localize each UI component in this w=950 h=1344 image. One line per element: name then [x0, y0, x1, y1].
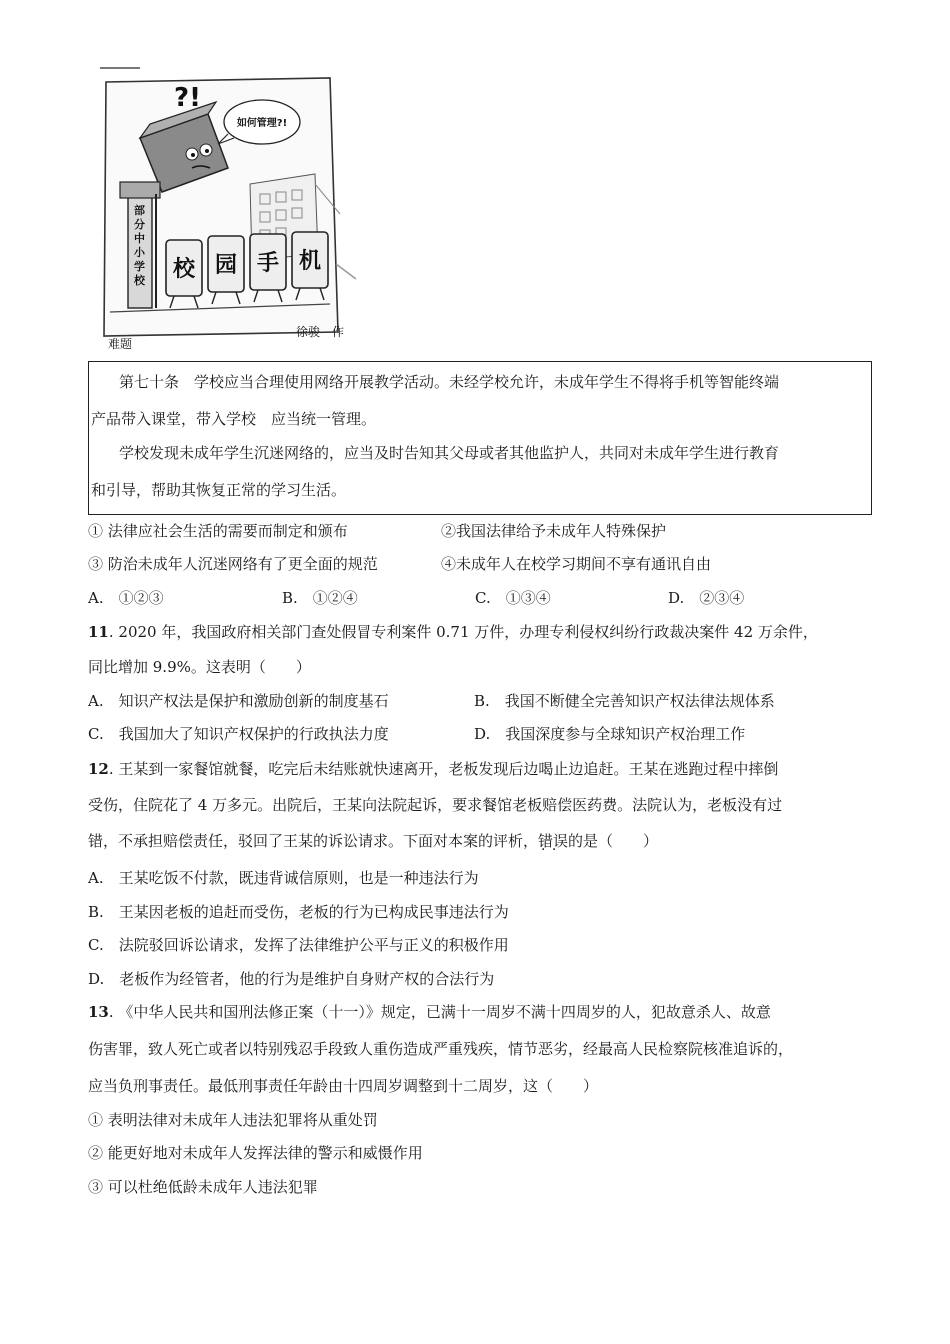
q12-stem-text-1: . 王某到一家餐馆就餐，吃完后未结账就快速离开，老板发现后边喝止边追赶。王某在逃跑过程中摔倒 — [108, 760, 779, 778]
q12-option-b[interactable]: B. 王某因老板的追赶而受伤，老板的行为已构成民事违法行为 — [88, 903, 509, 921]
sign-text: 部分中小学校 — [134, 204, 145, 287]
q11-stem-line-1 — [88, 621, 818, 642]
q12-option-d[interactable]: D. 老板作为经管者，他的行为是维护自身财产权的合法行为 — [88, 970, 495, 988]
q13-number: 13 — [88, 1003, 109, 1021]
law-article-box — [88, 361, 872, 515]
q10-option-b[interactable]: B. ①②④ — [282, 589, 358, 607]
phone-char-2: 园 — [214, 253, 238, 278]
q11-number: 11 — [88, 623, 109, 641]
q11-option-a[interactable]: A. 知识产权法是保护和激励创新的制度基石 — [88, 692, 389, 710]
q11-option-c[interactable]: C. 我国加大了知识产权保护的行政执法力度 — [88, 725, 389, 743]
q12-option-a[interactable]: A. 王某吃饭不付款，既违背诚信原则，也是一种违法行为 — [88, 869, 479, 887]
q12-stem-text-3a: 错，不承担赔偿责任，驳回了王某的诉讼请求。下面对本案的评析， — [88, 832, 539, 850]
q11-stem-text-1: . 2020 年，我国政府相关部门查处假冒专利案件 0.71 万件，办理专利侵权纠纷行政裁决案件 42 万余件， — [108, 623, 818, 641]
cartoon-caption-right: 徐骏 作 — [296, 325, 345, 339]
article-line-1: 第七十条 学校应当合理使用网络开展教学活动。未经学校允许，未成年学生不得将手机等智能终端 — [119, 373, 780, 391]
q11-stem-line-2: 同比增加 9.9%。这表明（ ） — [88, 658, 311, 676]
q12-stem-line-1 — [88, 758, 778, 779]
speech-bubble-text: 如何管理?! — [236, 118, 288, 129]
phone-char-1: 校 — [172, 257, 196, 282]
q12-emphasis-word: 错误 · · — [538, 830, 568, 851]
q13-stem-text-1: . 《中华人民共和国刑法修正案（十一）》规定，已满十一周岁不满十四周岁的人，犯故意杀人、故意 — [108, 1003, 771, 1021]
q10-option-a[interactable]: A. ①②③ — [88, 589, 164, 607]
q10-statement-4: ④未成年人在校学习期间不享有通讯自由 — [441, 555, 712, 573]
question-mark-text: ?! — [174, 83, 201, 113]
article-line-2: 产品带入课堂，带入学校 应当统一管理。 — [91, 410, 377, 428]
q12-option-c[interactable]: C. 法院驳回诉讼请求，发挥了法律维护公平与正义的积极作用 — [88, 936, 509, 954]
q12-stem-line-3 — [88, 830, 658, 851]
cartoon-caption-left: 难题 — [108, 337, 133, 351]
article-line-3: 学校发现未成年学生沉迷网络的，应当及时告知其父母或者其他监护人，共同对未成年学生进行教育 — [119, 444, 780, 462]
q10-option-d[interactable]: D. ②③④ — [668, 589, 745, 607]
q13-statement-2: ② 能更好地对未成年人发挥法律的警示和威慑作用 — [88, 1144, 423, 1162]
q12-number: 12 — [88, 760, 109, 778]
q13-stem-line-2: 伤害罪，致人死亡或者以特别残忍手段致人重伤造成严重残疾，情节恶劣，经最高人民检察院核准追诉的， — [88, 1040, 794, 1058]
q13-stem-line-1 — [88, 1001, 771, 1022]
phone-char-3: 手 — [256, 251, 280, 276]
q12-stem-text-3c: 的是（ ） — [568, 832, 659, 850]
q11-option-b[interactable]: B. 我国不断健全完善知识产权法律法规体系 — [474, 692, 775, 710]
q13-statement-1: ① 表明法律对未成年人违法犯罪将从重处罚 — [88, 1111, 378, 1129]
q10-option-c[interactable]: C. ①③④ — [475, 589, 551, 607]
q10-statement-3: ③ 防治未成年人沉迷网络有了更全面的规范 — [88, 555, 378, 573]
q11-option-d[interactable]: D. 我国深度参与全球知识产权治理工作 — [474, 725, 746, 743]
article-line-4: 和引导，帮助其恢复正常的学习生活。 — [91, 481, 347, 499]
q13-stem-line-3: 应当负刑事责任。最低刑事责任年龄由十四周岁调整到十二周岁，这（ ） — [88, 1077, 599, 1095]
q13-statement-3: ③ 可以杜绝低龄未成年人违法犯罪 — [88, 1178, 318, 1196]
phone-char-4: 机 — [298, 249, 322, 274]
cartoon-illustration — [100, 64, 362, 354]
q10-statement-2: ②我国法律给予未成年人特殊保护 — [441, 522, 667, 540]
q10-statement-1: ① 法律应社会生活的需要而制定和颁布 — [88, 522, 348, 540]
q12-stem-line-2: 受伤，住院花了 4 万多元。出院后，王某向法院起诉，要求餐馆老板赔偿医药费。法院认为，老板没有过 — [88, 796, 783, 814]
